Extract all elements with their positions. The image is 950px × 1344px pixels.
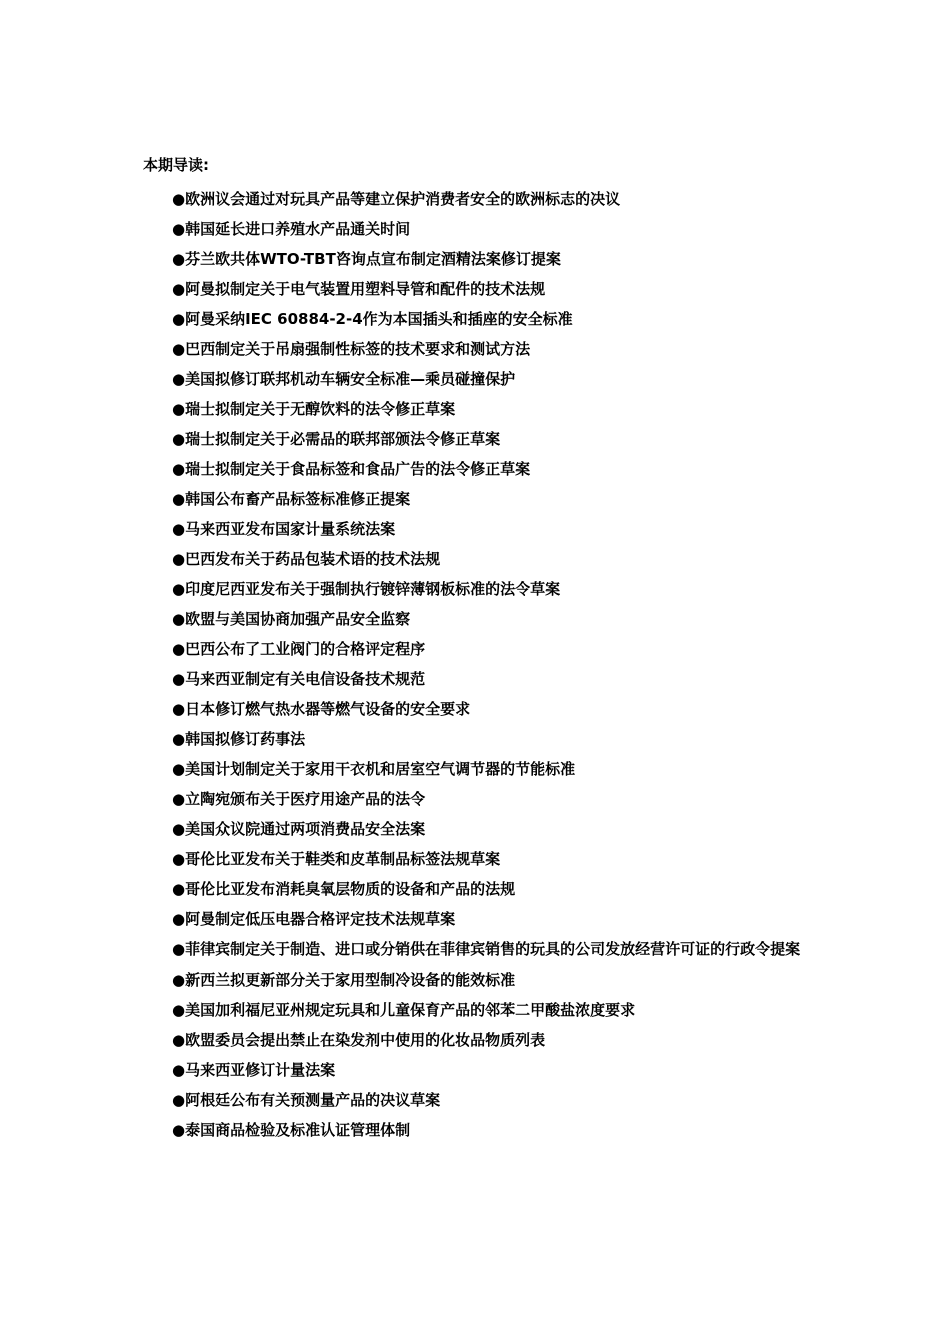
list-item: ●欧盟与美国协商加强产品安全监察 [172,610,411,628]
list-item: ●韩国公布畜产品标签标准修正提案 [172,490,411,508]
list-item: ●哥伦比亚发布消耗臭氧层物质的设备和产品的法规 [172,880,516,898]
list-item: ●新西兰拟更新部分关于家用型制冷设备的能效标准 [172,971,516,989]
list-item: ●欧盟委员会提出禁止在染发剂中使用的化妆品物质列表 [172,1031,546,1049]
list-item: ●泰国商品检验及标准认证管理体制 [172,1121,411,1139]
list-item: ●马来西亚制定有关电信设备技术规范 [172,670,426,688]
list-item: ●巴西发布关于药品包装术语的技术法规 [172,550,441,568]
list-item: ●菲律宾制定关于制造、进口或分销供在菲律宾销售的玩具的公司发放经营许可证的行政令提案 [172,940,801,958]
list-item: ●马来西亚修订计量法案 [172,1061,336,1079]
list-item: ●立陶宛颁布关于医疗用途产品的法令 [172,790,426,808]
list-item: ●美国加利福尼亚州规定玩具和儿童保育产品的邻苯二甲酸盐浓度要求 [172,1001,636,1019]
list-item: ●美国拟修订联邦机动车辆安全标准—乘员碰撞保护 [172,370,516,388]
list-item: ●巴西公布了工业阀门的合格评定程序 [172,640,426,658]
page-title: 本期导读: [143,156,209,174]
list-item: ●印度尼西亚发布关于强制执行镀锌薄钢板标准的法令草案 [172,580,561,598]
list-item: ●日本修订燃气热水器等燃气设备的安全要求 [172,700,471,718]
list-item: ●阿曼采纳IEC 60884-2-4作为本国插头和插座的安全标准 [172,310,573,328]
list-item: ●马来西亚发布国家计量系统法案 [172,520,396,538]
list-item: ●巴西制定关于吊扇强制性标签的技术要求和测试方法 [172,340,531,358]
article-list [172,184,822,1145]
list-item: ●美国计划制定关于家用干衣机和居室空气调节器的节能标准 [172,760,576,778]
list-item: ●韩国拟修订药事法 [172,730,306,748]
list-item: ●阿曼制定低压电器合格评定技术法规草案 [172,910,456,928]
list-item: ●美国众议院通过两项消费品安全法案 [172,820,426,838]
list-item: ●瑞士拟制定关于必需品的联邦部颁法令修正草案 [172,430,501,448]
list-item: ●哥伦比亚发布关于鞋类和皮革制品标签法规草案 [172,850,501,868]
list-item: ●瑞士拟制定关于无醇饮料的法令修正草案 [172,400,456,418]
list-item: ●韩国延长进口养殖水产品通关时间 [172,220,411,238]
list-item: ●欧洲议会通过对玩具产品等建立保护消费者安全的欧洲标志的决议 [172,190,621,208]
list-item: ●芬兰欧共体WTO-TBT咨询点宣布制定酒精法案修订提案 [172,250,561,268]
list-item: ●阿曼拟制定关于电气装置用塑料导管和配件的技术法规 [172,280,546,298]
list-item: ●瑞士拟制定关于食品标签和食品广告的法令修正草案 [172,460,531,478]
list-item: ●阿根廷公布有关预测量产品的决议草案 [172,1091,441,1109]
